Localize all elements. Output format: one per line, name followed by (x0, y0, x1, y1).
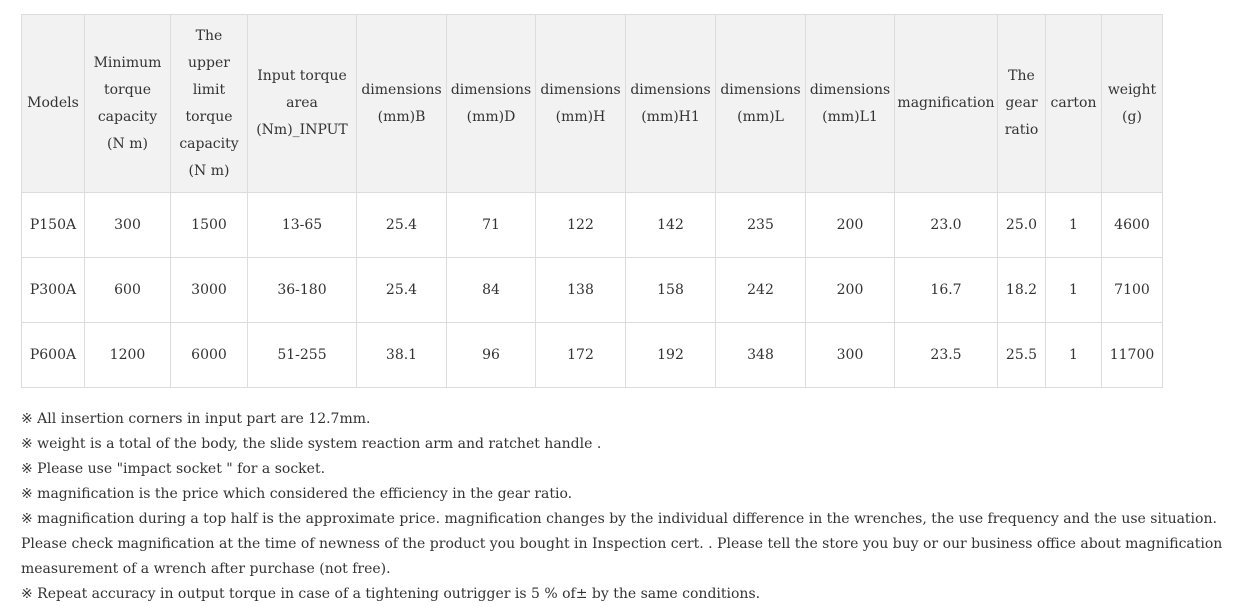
table-cell: 23.0 (895, 193, 998, 258)
table-cell: 600 (85, 258, 171, 323)
table-cell: 242 (716, 258, 806, 323)
column-header (22, 15, 85, 193)
table-cell: 122 (536, 193, 626, 258)
column-header-line: gear (1005, 95, 1038, 111)
column-header (895, 15, 998, 193)
column-header (1046, 15, 1102, 193)
column-header (171, 15, 248, 193)
table-cell: 200 (806, 258, 895, 323)
note-line: ※ magnification during a top half is the approximate price. magnification changes by the individual difference in the wrenches, the use frequency and the use situation. Please check magnification at the time of newness of the product you bought in Inspection cert. . Please tell the store you buy or our business office about magnification measurement of a wrench after purchase (not free). (21, 511, 1223, 577)
table-cell: 300 (806, 323, 895, 388)
notes-section (21, 407, 1226, 607)
column-header-line: (mm)H (555, 108, 606, 125)
table-cell: 3000 (171, 258, 248, 323)
column-header-line: (mm)L (737, 108, 784, 125)
column-header (716, 15, 806, 193)
note-line: ※ All insertion corners in input part are 12.7mm. (21, 411, 371, 427)
table-cell: 96 (447, 323, 536, 388)
column-header-line: ratio (1004, 122, 1039, 138)
table-cell: 192 (626, 323, 716, 388)
column-header-line: The (1008, 68, 1035, 84)
table-cell: 1500 (171, 193, 248, 258)
table-row (22, 323, 1163, 388)
column-header-line: (mm)H1 (641, 108, 700, 125)
column-header-line: magnification (897, 95, 995, 111)
column-header-line: dimensions (540, 81, 621, 98)
column-header (357, 15, 447, 193)
column-header-line: (mm)L1 (822, 108, 878, 125)
column-header (536, 15, 626, 193)
column-header (1102, 15, 1163, 193)
column-header (806, 15, 895, 193)
table-row (22, 258, 1163, 323)
table-cell: 6000 (171, 323, 248, 388)
column-header-line: dimensions (720, 81, 801, 98)
column-header-line: capacity (97, 108, 158, 125)
column-header-line: upper (188, 54, 230, 71)
column-header-line: Input torque (257, 68, 347, 84)
table-cell: 25.0 (998, 193, 1046, 258)
table-cell: 348 (716, 323, 806, 388)
table-cell: 25.4 (357, 193, 447, 258)
table-cell: 235 (716, 193, 806, 258)
table-cell: 158 (626, 258, 716, 323)
table-row (22, 193, 1163, 258)
table-cell: 13-65 (248, 193, 357, 258)
model-cell: P600A (22, 323, 85, 388)
table-cell: 18.2 (998, 258, 1046, 323)
column-header-line: (g) (1122, 108, 1142, 125)
column-header (447, 15, 536, 193)
column-header-line: The (195, 27, 223, 44)
table-cell: 25.5 (998, 323, 1046, 388)
column-header-line: dimensions (809, 81, 891, 98)
column-header-line: (mm)D (466, 108, 516, 125)
column-header-line: dimensions (630, 81, 711, 98)
table-cell: 38.1 (357, 323, 447, 388)
table-cell: 1 (1046, 193, 1102, 258)
table-cell: 7100 (1102, 258, 1163, 323)
model-cell: P150A (22, 193, 85, 258)
table-cell: 25.4 (357, 258, 447, 323)
column-header-line: Minimum (93, 54, 162, 71)
column-header-line: (N m) (188, 162, 230, 179)
column-header-line: (N m) (107, 135, 148, 152)
table-cell: 138 (536, 258, 626, 323)
note-line: ※ Please use "impact socket " for a socket. (21, 461, 326, 477)
column-header-line: limit (192, 81, 226, 98)
table-cell: 1200 (85, 323, 171, 388)
column-header-line: capacity (179, 135, 239, 152)
note-line: ※ magnification is the price which considered the efficiency in the gear ratio. (21, 486, 573, 502)
table-cell: 172 (536, 323, 626, 388)
column-header-line: torque (103, 81, 151, 98)
table-cell: 71 (447, 193, 536, 258)
note-line: ※ weight is a total of the body, the slide system reaction arm and ratchet handle . (21, 436, 602, 452)
column-header-line: torque (185, 108, 233, 125)
table-body (22, 193, 1163, 388)
column-header-line: weight (1107, 81, 1157, 98)
column-header-line: (mm)B (377, 108, 426, 125)
column-header-line: carton (1050, 95, 1097, 111)
table-cell: 1 (1046, 323, 1102, 388)
table-cell: 84 (447, 258, 536, 323)
table-cell: 4600 (1102, 193, 1163, 258)
column-header-line: (Nm)_INPUT (256, 122, 348, 138)
column-header-line: dimensions (450, 81, 532, 98)
table-cell: 51-255 (248, 323, 357, 388)
column-header-line: area (286, 95, 318, 111)
model-cell: P300A (22, 258, 85, 323)
column-header (248, 15, 357, 193)
column-header (626, 15, 716, 193)
table-cell: 200 (806, 193, 895, 258)
table-cell: 16.7 (895, 258, 998, 323)
column-header (998, 15, 1046, 193)
table-cell: 1 (1046, 258, 1102, 323)
table-header-row (22, 15, 1163, 193)
column-header-line: Models (27, 95, 79, 111)
spec-table (21, 14, 1163, 388)
table-cell: 23.5 (895, 323, 998, 388)
table-cell: 300 (85, 193, 171, 258)
column-header-line: dimensions (361, 81, 442, 98)
note-line: ※ Repeat accuracy in output torque in case of a tightening outrigger is 5 % of± by the same conditions. (21, 586, 761, 602)
column-header (85, 15, 171, 193)
table-cell: 142 (626, 193, 716, 258)
table-cell: 11700 (1102, 323, 1163, 388)
table-cell: 36-180 (248, 258, 357, 323)
